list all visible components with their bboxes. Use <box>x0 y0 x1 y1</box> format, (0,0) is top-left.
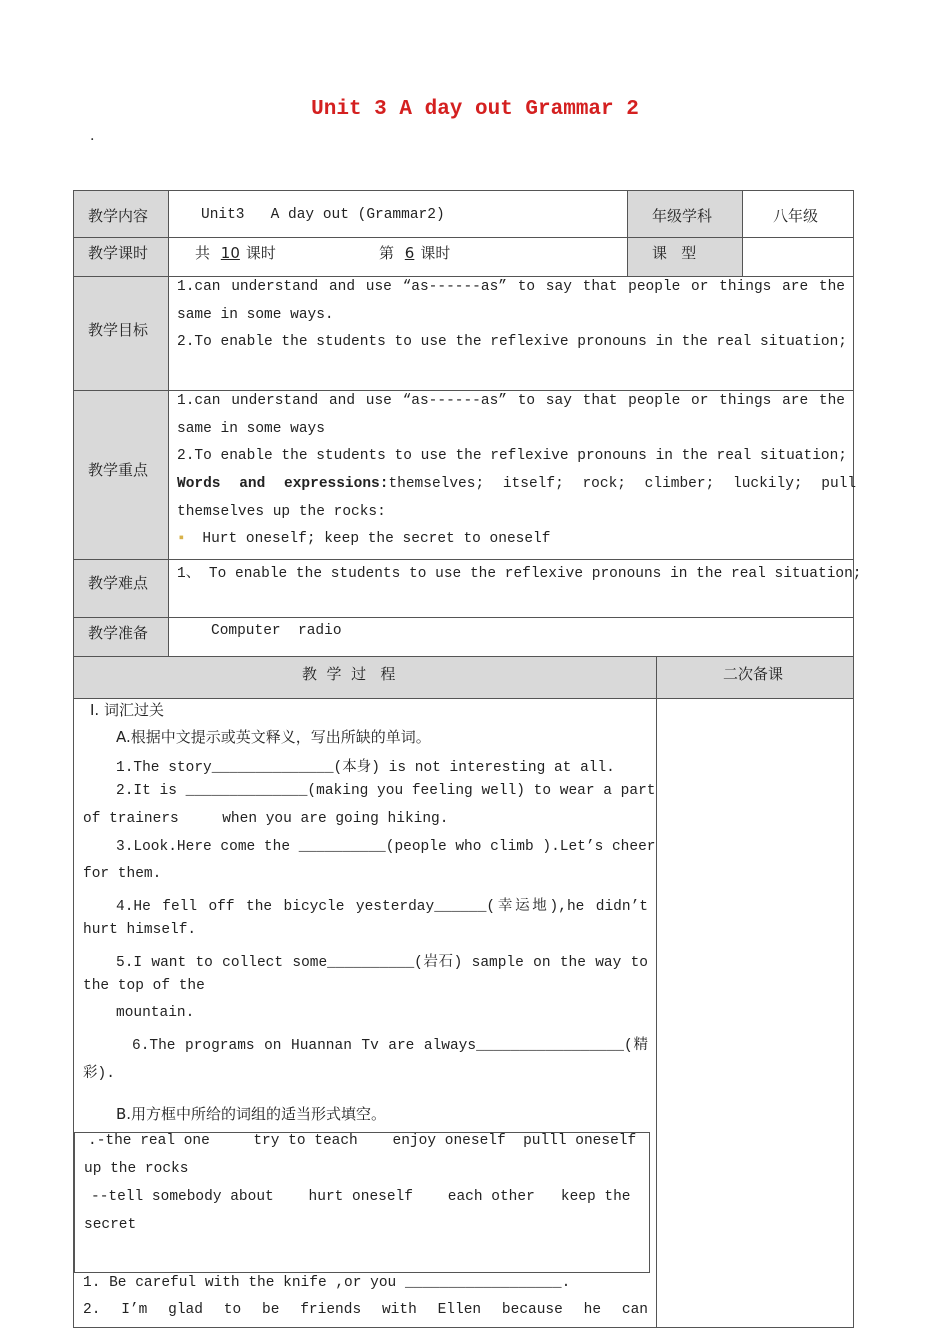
hours-total: 10 <box>220 244 240 262</box>
keypoints-line-2: same in some ways <box>177 421 325 437</box>
hours-total-prefix: 共 <box>195 244 211 262</box>
keypoints-words-line-3: Hurt oneself; keep the secret to oneself <box>202 531 551 547</box>
item-6: 6.The programs on Huannan Tv are always_________________(精 <box>132 1038 648 1054</box>
item-4-cont: hurt himself. <box>83 922 197 938</box>
objectives-line-2: same in some ways. <box>177 307 334 323</box>
stray-dot: . <box>90 128 95 144</box>
preparation-label: 教学准备 <box>88 624 149 642</box>
words-list: themselves; itself; rock; climber; luckily; pull <box>388 476 857 492</box>
objectives-label-cell <box>73 276 169 391</box>
hours-current-group <box>379 242 450 263</box>
objectives-content-cell <box>168 276 854 391</box>
document-title: Unit 3 A day out Grammar 2 <box>311 98 639 121</box>
preparation-label-cell <box>73 617 169 657</box>
keypoints-content-cell <box>168 390 857 560</box>
item-5-cont-2: mountain. <box>116 1005 195 1021</box>
difficulties-content-cell <box>168 559 862 618</box>
keypoints-words-line-3-wrap <box>177 531 550 547</box>
side-notes-cell <box>656 698 854 1328</box>
phrase-box-line-3: --tell somebody about hurt oneself each other keep the <box>91 1189 631 1205</box>
item-4: 4.He fell off the bicycle yesterday______(幸运地),he didn’t <box>116 899 648 915</box>
process-header: 教 学 过 程 <box>302 665 396 683</box>
difficulties-label-cell <box>73 559 169 618</box>
process-body-cell <box>73 698 657 1328</box>
grade-label: 年级学科 <box>652 207 713 225</box>
item-3: 3.Look.Here come the __________(people who climb ).Let’s cheer <box>116 839 656 855</box>
section-vocabulary: I. 词汇过关 <box>90 701 164 719</box>
objectives-line-1: 1.can understand and use “as------as” to say that people or things are the <box>177 279 845 295</box>
difficulties-label: 教学难点 <box>88 574 149 592</box>
difficulties-text: 1、 To enable the students to use the reflexive pronouns in the real situation; <box>177 566 862 582</box>
item-1: 1.The story______________(本身) is not interesting at all. <box>116 760 615 776</box>
words-label: Words and expressions: <box>177 476 389 492</box>
grade-label-cell <box>627 190 743 238</box>
objectives-label: 教学目标 <box>88 321 149 339</box>
keypoints-label: 教学重点 <box>88 461 149 479</box>
preparation-content-cell <box>168 617 854 657</box>
keypoints-label-cell <box>73 390 169 560</box>
exercise-1: 1. Be careful with the knife ,or you __________________. <box>83 1275 571 1291</box>
phrase-box-line-1: .-the real one try to teach enjoy oneself pulll oneself <box>88 1133 637 1149</box>
keypoints-words-line-2: themselves up the rocks: <box>177 504 386 520</box>
side-header: 二次备课 <box>723 665 784 683</box>
exercise-2: 2. I’m glad to be friends with Ellen because he can <box>83 1302 648 1318</box>
hours-label-cell <box>73 237 169 277</box>
phrase-box <box>74 1132 650 1273</box>
hours-current-prefix: 第 <box>379 244 395 262</box>
objectives-line-3: 2.To enable the students to use the reflexive pronouns in the real situation; <box>177 334 848 350</box>
hours-total-suffix: 课时 <box>245 244 276 262</box>
content-label-cell <box>73 190 169 238</box>
keypoints-words-line <box>177 476 857 492</box>
format-mark: ▪ <box>177 531 186 547</box>
content-label: 教学内容 <box>88 207 149 225</box>
item-2: 2.It is ______________(making you feeling well) to wear a part <box>116 783 656 799</box>
hours-label: 教学课时 <box>88 244 149 262</box>
item-3-cont: for them. <box>83 866 162 882</box>
item-5-cont: the top of the <box>83 978 205 994</box>
hours-current: 6 <box>404 244 415 262</box>
keypoints-line-3: 2.To enable the students to use the reflexive pronouns in the real situation; <box>177 448 848 464</box>
content-value-cell <box>168 190 628 238</box>
item-6-cont: 彩). <box>83 1066 115 1082</box>
section-a: A.根据中文提示或英文释义，写出所缺的单词。 <box>116 728 431 746</box>
keypoints-line-1: 1.can understand and use “as------as” to say that people or things are the <box>177 393 845 409</box>
type-value-cell <box>742 237 854 277</box>
process-header-cell <box>73 656 657 699</box>
grade-value: 八年级 <box>773 207 819 225</box>
type-label: 课 型 <box>652 244 697 262</box>
content-value: Unit3 A day out (Grammar2) <box>201 207 445 223</box>
grade-value-cell <box>742 190 854 238</box>
type-label-cell <box>627 237 743 277</box>
hours-total-group <box>195 242 276 263</box>
item-5: 5.I want to collect some__________(岩石) sample on the way to <box>116 955 648 971</box>
item-2-cont: of trainers when you are going hiking. <box>83 811 449 827</box>
phrase-box-line-2: up the rocks <box>84 1161 189 1177</box>
section-b: B.用方框中所给的词组的适当形式填空。 <box>116 1105 387 1123</box>
hours-value-cell <box>168 237 628 277</box>
preparation-text: Computer radio <box>211 623 342 639</box>
phrase-box-line-4: secret <box>84 1217 137 1233</box>
side-header-cell <box>656 656 854 699</box>
hours-current-suffix: 课时 <box>420 244 451 262</box>
